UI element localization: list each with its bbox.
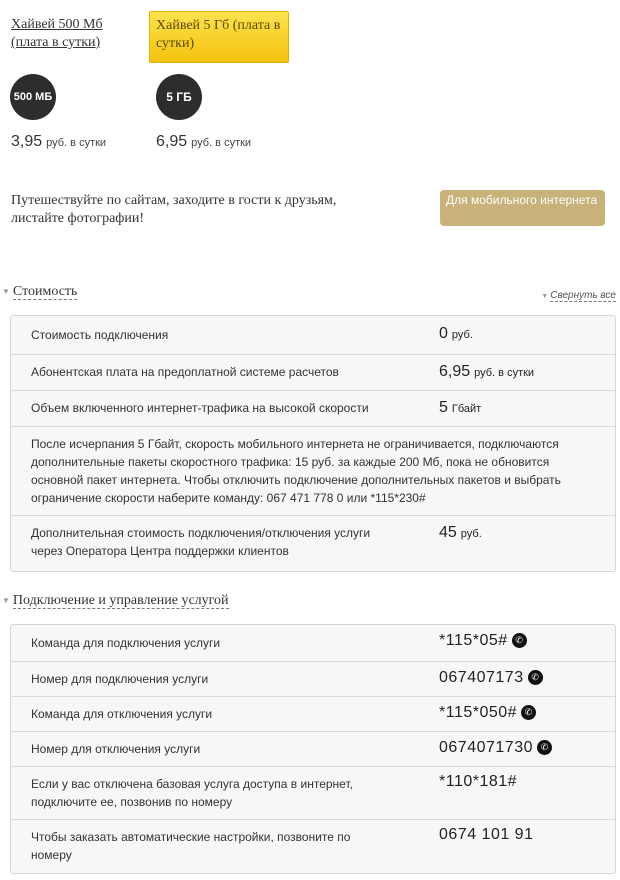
value-unit: руб. [451,329,473,341]
table-row [11,515,615,572]
row-label: Если у вас отключена базовая услуга доступа в интернет, подключите ее, позвонив по номеру [31,777,353,809]
triangle-down-icon: ▼ [2,287,10,297]
row-label: Чтобы заказать автоматические настройки, позвоните по номеру [31,830,351,862]
row-value [439,524,482,542]
tab-highway-500mb[interactable]: Хайвей 500 Мб (плата в сутки) [11,17,103,50]
row-value [439,632,527,650]
row-label: Команда для подключения услуги [31,636,221,650]
table-row [11,316,615,354]
manage-section-title: Подключение и управление услугой [12,593,229,608]
row-label: Объем включенного интернет-трафика на высокой скорости [31,401,369,415]
phone-icon[interactable]: ✆ [537,740,552,755]
table-row [11,390,615,426]
value-unit: Гбайт [451,403,482,415]
row-label: Номер для отключения услуги [31,742,201,756]
phone-number[interactable]: 0674071730 [439,739,533,756]
cost-section-title: Стоимость [12,284,78,299]
table-row [11,819,615,874]
collapse-all-link[interactable] [541,290,616,301]
table-row [11,696,615,731]
value-number: 0 [439,325,448,342]
value-number: 6,95 [439,363,471,380]
phone-number[interactable]: 067407173 [439,669,524,686]
row-value [439,704,536,722]
plan-price-unit: руб. в сутки [191,137,252,149]
table-row [11,625,615,661]
manage-section-toggle[interactable] [2,593,229,609]
row-label: Дополнительная стоимость подключения/отключения услуги через Оператора Центра поддержки клиентов [31,526,371,558]
phone-icon[interactable]: ✆ [528,670,543,685]
table-row [11,661,615,696]
table-row [11,731,615,766]
plan-price-value: 6,95 [156,133,188,150]
table-row [11,354,615,390]
row-label: Абонентская плата на предоплатной системе расчетов [31,365,339,379]
table-row [11,426,615,515]
triangle-down-icon: ▼ [2,596,10,606]
row-label: Команда для отключения услуги [31,707,213,721]
manage-panel [10,624,616,874]
row-value [439,739,552,757]
ussd-code[interactable]: *110*181# [439,773,518,790]
value-unit: руб. в сутки [474,367,535,379]
value-unit: руб. [460,528,482,540]
cost-section-toggle[interactable] [2,284,77,300]
ussd-code[interactable]: *115*05# [439,632,508,649]
phone-number[interactable]: 0674 101 91 [439,826,534,843]
plan-price-500mb [11,133,106,151]
row-value [439,773,517,791]
plan-price-5gb [156,133,251,151]
mobile-internet-badge: Для мобильного интернета [440,190,605,226]
triangle-down-icon: ▼ [541,293,549,300]
plan-description: Путешествуйте по сайтам, заходите в гости к друзьям, листайте фотографии! [11,193,337,226]
phone-icon[interactable]: ✆ [521,705,536,720]
value-number: 5 [439,399,448,416]
plan-badge-5gb: 5 ГБ [156,74,202,120]
row-value [439,669,543,687]
row-value [439,363,534,381]
row-value [439,325,473,343]
row-value [439,399,481,417]
tab-highway-5gb[interactable]: Хайвей 5 Гб (плата в сутки) [149,11,289,63]
row-label: Номер для подключения услуги [31,672,209,686]
traffic-note: После исчерпания 5 Гбайт, скорость мобильного интернета не ограничивается, подключаются дополнительные пакеты скоростного трафика: 15 руб. за каждые 200 Мб, пока не обновится основной пакет интернета. Чтобы отключить подключение дополнительных пакетов и выбрать ограничение скорости наберите команду: 067 471 778 0 или *115*230# [31,437,561,505]
phone-icon[interactable]: ✆ [512,633,527,648]
ussd-code[interactable]: *115*050# [439,704,518,721]
collapse-all-label: Свернуть все [550,290,616,301]
plan-price-value: 3,95 [11,133,43,150]
cost-panel [10,315,616,572]
plan-price-unit: руб. в сутки [46,137,107,149]
row-value [439,826,533,844]
plan-badge-500mb: 500 МБ [10,74,56,120]
value-number: 45 [439,524,457,541]
row-label: Стоимость подключения [31,328,169,342]
table-row [11,766,615,819]
